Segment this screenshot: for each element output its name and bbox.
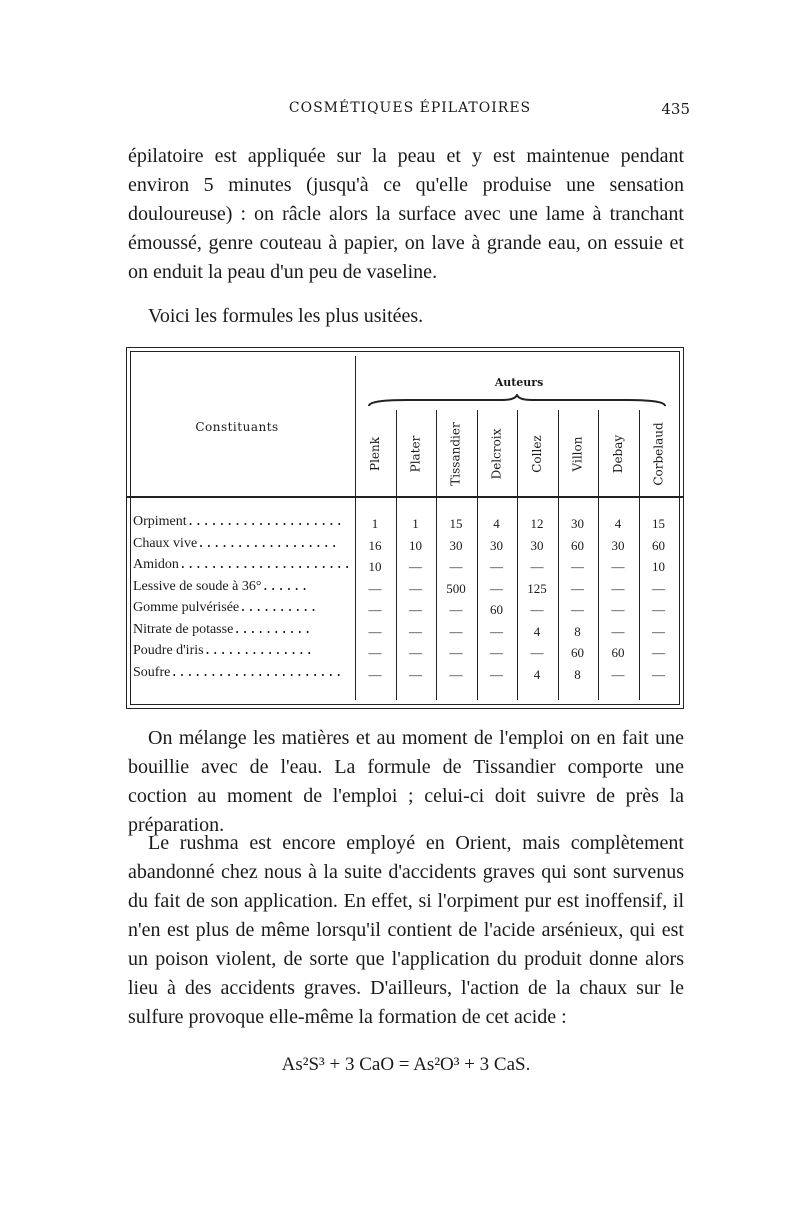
table-cell: 125 — [527, 580, 547, 596]
table-cell: — — [409, 602, 422, 617]
table-cell: 60 — [571, 645, 584, 660]
table-cell: 4 — [493, 516, 500, 531]
table-cell: 30 — [449, 537, 463, 553]
table-cell: — — [571, 602, 584, 617]
table-cell: — — [571, 559, 584, 574]
table-cell: — — [368, 666, 382, 682]
table-cell: — — [409, 645, 422, 660]
table-cell: — — [490, 580, 503, 596]
table-cell: — — [652, 602, 665, 617]
row-label — [133, 665, 351, 685]
constituent-name: Lessive de soude à 36° — [133, 578, 262, 594]
table-cell: — — [368, 645, 382, 660]
table-cell: — — [449, 559, 463, 574]
table-cell: 4 — [533, 666, 541, 682]
table-cell: — — [652, 645, 665, 660]
leader-dots: .................. — [197, 535, 339, 551]
table-cell: 10 — [368, 559, 382, 574]
row-label — [133, 536, 351, 556]
leader-dots: ...... — [261, 578, 309, 594]
table-cell: 60 — [490, 602, 503, 617]
authors-brace — [367, 394, 667, 408]
table-cell: 15 — [449, 516, 463, 531]
table-cell: — — [368, 602, 382, 617]
paragraph-2: Voici les formules les plus usitées. — [148, 305, 424, 327]
table-cell: 10 — [409, 537, 422, 553]
table-cell: — — [449, 645, 463, 660]
page-number: 435 — [661, 100, 690, 118]
author-name: Tissandier — [449, 422, 463, 486]
table-cell: — — [652, 580, 665, 596]
author-collez — [517, 412, 557, 496]
author-name: Debay — [611, 434, 625, 474]
table-cell: — — [449, 602, 463, 617]
table-cell: 30 — [490, 537, 503, 553]
author-delcroix — [477, 412, 517, 496]
table-cell: — — [409, 559, 422, 574]
table-cell: — — [611, 602, 625, 617]
row-label — [133, 643, 351, 663]
constituent-name: Nitrate de potasse — [133, 621, 234, 637]
row-label — [133, 579, 351, 599]
table-cell: 15 — [652, 516, 665, 531]
table-cell: — — [449, 623, 463, 639]
author-corbelaud — [639, 412, 679, 496]
table-cell: 8 — [574, 666, 581, 682]
table-cell: 4 — [614, 516, 622, 531]
table-cell: 16 — [368, 537, 382, 553]
table-cell: 30 — [571, 516, 584, 531]
table-cell: 1 — [412, 516, 419, 531]
header-divider — [127, 496, 683, 498]
formula-table — [126, 347, 684, 709]
paragraph-4: Le rushma est encore employé en Orient, mais complètement abandonné chez nous à la suite d'accidents graves qui sont survenus du fait de son application. En effet, si l'orpiment pur est inoffensif, il n'en est plus de même lorsqu'il contient de l'acide arsénieux, qui est un poison violent, de sorte que l'application du produit donne alors lieu à des accidents graves. D'ailleurs, l'action de la chaux sur le sulfure provoque elle-même la formation de cet acide : — [128, 832, 684, 1028]
leader-dots: .......... — [233, 621, 312, 637]
table-cell: 60 — [652, 537, 665, 553]
table-cell: 30 — [611, 537, 625, 553]
leader-dots: ...................... — [170, 664, 343, 680]
table-cell: — — [652, 623, 665, 639]
table-cell: — — [449, 666, 463, 682]
table-cell: — — [409, 580, 422, 596]
table-cell: — — [490, 559, 503, 574]
table-cell: — — [409, 623, 422, 639]
running-head — [130, 100, 690, 124]
table-cell: — — [368, 580, 382, 596]
table-cell: — — [409, 666, 422, 682]
chemical-equation: As²S³ + 3 CaO = As²O³ + 3 CaS. — [281, 1054, 531, 1075]
author-villon — [558, 412, 598, 496]
paragraph-3: On mélange les matières et au moment de l'emploi on en fait une bouillie avec de l'eau. La formule de Tissandier comporte une coction au moment de l'emploi ; celui-ci doit suivre de près la préparation. — [128, 727, 684, 836]
author-name: Corbelaud — [651, 422, 666, 486]
table-cell: 10 — [652, 559, 665, 574]
leader-dots: ...................... — [178, 557, 351, 572]
author-debay — [598, 412, 638, 496]
author-name: Plater — [408, 435, 423, 473]
table-cell: — — [611, 580, 625, 596]
table-cell: — — [490, 623, 503, 639]
leader-dots: .............. — [203, 643, 314, 658]
constituents-header: Constituants — [195, 420, 279, 434]
table-cell: 8 — [574, 623, 581, 639]
constituent-name: Orpiment — [133, 514, 187, 529]
table-cell: 4 — [533, 623, 541, 639]
table-cell: — — [490, 645, 503, 660]
row-label — [133, 557, 351, 577]
table-cell: 60 — [571, 537, 584, 553]
author-name: Collez — [529, 435, 544, 473]
author-name: Villon — [570, 436, 585, 472]
constituent-name: Gomme pulvérisée — [133, 600, 240, 615]
table-cell: — — [368, 623, 382, 639]
leader-dots: .......... — [239, 600, 318, 615]
table-cell: — — [611, 623, 625, 639]
table-cell: 60 — [611, 645, 625, 660]
constituent-name: Poudre d'iris — [133, 643, 204, 658]
constituent-name: Soufre — [133, 664, 171, 680]
constituent-name: Amidon — [133, 557, 179, 572]
author-plater — [396, 412, 436, 496]
author-plenk — [355, 412, 395, 496]
table-cell: 1 — [371, 516, 379, 531]
running-title: COSMÉTIQUES ÉPILATOIRES — [288, 100, 532, 116]
table-cell: 500 — [446, 580, 466, 596]
row-label — [133, 514, 351, 534]
row-label — [133, 600, 351, 620]
author-name: Delcroix — [489, 428, 504, 480]
table-cell: — — [652, 666, 665, 682]
leader-dots: .................... — [186, 514, 344, 529]
table-cell: — — [490, 666, 503, 682]
authors-header: Auteurs — [494, 376, 544, 389]
author-name: Plenk — [367, 436, 382, 472]
table-cell: — — [571, 580, 584, 596]
paragraph-1: épilatoire est appliquée sur la peau et y est maintenue pendant environ 5 minutes (jusqu'à ce qu'elle produise une sensation douloureuse) : on râcle alors la surface avec une lame à tranchant émoussé, genre couteau à papier, on lave à grande eau, on essuie et on enduit la peau d'un peu de vaseline. — [128, 145, 684, 283]
table-cell: — — [611, 666, 625, 682]
table-cell: 12 — [530, 516, 544, 531]
table-cell: 30 — [530, 537, 544, 553]
row-label — [133, 622, 351, 642]
constituent-name: Chaux vive — [133, 535, 198, 551]
table-cell: — — [530, 645, 544, 660]
table-cell: — — [530, 602, 544, 617]
author-tissandier — [436, 412, 476, 496]
table-cell: — — [611, 559, 625, 574]
table-cell: — — [530, 559, 544, 574]
